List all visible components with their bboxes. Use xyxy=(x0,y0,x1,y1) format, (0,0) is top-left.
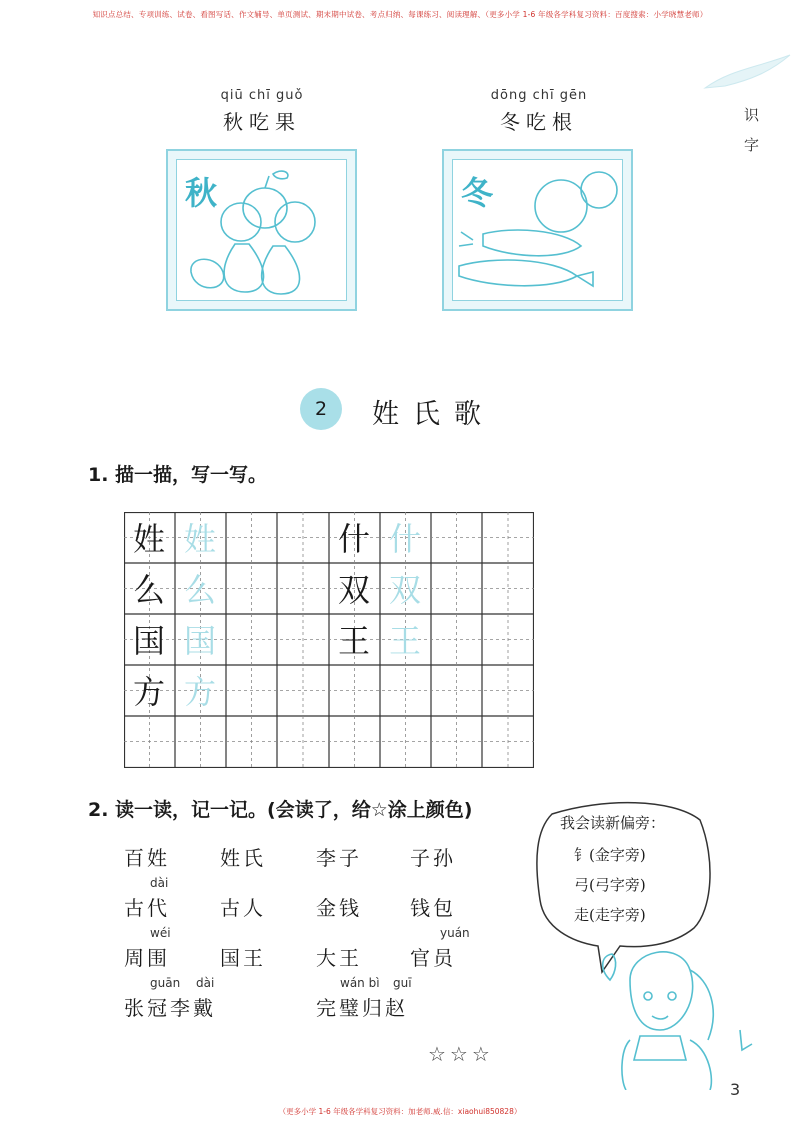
side-label-1: 识 xyxy=(744,106,760,124)
grid-char: 王 xyxy=(337,622,370,660)
picture-1-season-char: 秋 xyxy=(185,174,218,212)
task2-heading: 2. 读一读，记一记。(会读了，给☆涂上颜色) xyxy=(88,799,473,821)
word-item: 周围 xyxy=(124,946,170,970)
word-item: 官员 xyxy=(410,946,456,970)
rating-stars[interactable]: ☆☆☆ xyxy=(428,1042,494,1066)
grid-char: 双 xyxy=(337,571,370,609)
grid-trace-char: 王 xyxy=(388,622,421,660)
word-item: 子孙 xyxy=(410,846,456,870)
grid-trace-char: 么 xyxy=(183,571,216,609)
word-pinyin: guān xyxy=(150,976,181,990)
word-item: 古人 xyxy=(220,896,266,920)
word-item: 李子 xyxy=(316,846,362,870)
decorative-bird-icon xyxy=(700,50,795,100)
word-item: 张冠李戴 xyxy=(124,996,216,1020)
grid-char: 国 xyxy=(132,622,165,660)
picture-winter xyxy=(442,149,633,311)
grid-char: 什 xyxy=(337,520,370,558)
word-item: 姓氏 xyxy=(220,846,266,870)
picture-autumn xyxy=(166,149,357,311)
lesson-title: 姓氏歌 xyxy=(372,399,495,430)
page-number: 3 xyxy=(730,1080,741,1099)
lesson-number-badge: 2 xyxy=(300,388,342,430)
picture-2-season-char: 冬 xyxy=(461,174,494,212)
word-item: 百姓 xyxy=(124,846,170,870)
word-item: 金钱 xyxy=(316,896,362,920)
bubble-title: 我会读新偏旁： xyxy=(560,814,666,832)
root-vegetable-illustration-icon xyxy=(453,160,622,300)
grid-trace-char: 什 xyxy=(388,520,421,558)
task1-heading: 1. 描一描，写一写。 xyxy=(88,464,268,486)
grid-char: 姓 xyxy=(132,520,165,558)
grid-trace-char: 姓 xyxy=(183,520,216,558)
word-pinyin: dài xyxy=(196,976,215,990)
picture-2-pinyin: dōng chī gēn xyxy=(490,88,588,103)
grid-trace-char: 国 xyxy=(183,622,216,660)
bubble-radical: 走(走字旁) xyxy=(574,906,646,924)
grid-char: 么 xyxy=(132,571,165,609)
word-pinyin: yuán xyxy=(440,926,470,940)
side-label-2: 字 xyxy=(744,136,760,154)
grid-trace-char: 方 xyxy=(183,673,216,711)
word-pinyin: dài xyxy=(150,876,169,890)
grid-char: 方 xyxy=(132,673,165,711)
word-item: 古代 xyxy=(124,896,170,920)
bottom-banner: （更多小学 1-6 年级各学科复习资料：加老师.威.信：xiaohui850828） xyxy=(278,1107,522,1116)
word-item: 钱包 xyxy=(410,896,456,920)
picture-2-caption: 冬吃根 xyxy=(500,110,578,134)
picture-1-pinyin: qiū chī guǒ xyxy=(220,88,304,103)
picture-1-caption: 秋吃果 xyxy=(223,110,301,134)
grid-trace-char: 双 xyxy=(388,571,421,609)
word-pinyin: wán bì xyxy=(340,976,380,990)
fruit-illustration-icon xyxy=(177,160,346,300)
word-pinyin: wéi xyxy=(150,926,171,940)
top-banner: 知识点总结、专项训练、试卷、看图写话、作文辅导、单页测试、期末期中试卷、考点归纳、每课练习、阅读理解、（更多小学 1-6 年级各学科复习资料：百度搜索：小学晓慧老师） xyxy=(92,10,708,19)
word-item: 大王 xyxy=(316,946,362,970)
bubble-radical: 弓(弓字旁) xyxy=(574,876,646,894)
bubble-radical: 钅(金字旁) xyxy=(574,846,646,864)
word-item: 国王 xyxy=(220,946,266,970)
girl-illustration-icon xyxy=(590,940,770,1090)
word-pinyin: guī xyxy=(393,976,412,990)
word-item: 完璧归赵 xyxy=(316,996,408,1020)
